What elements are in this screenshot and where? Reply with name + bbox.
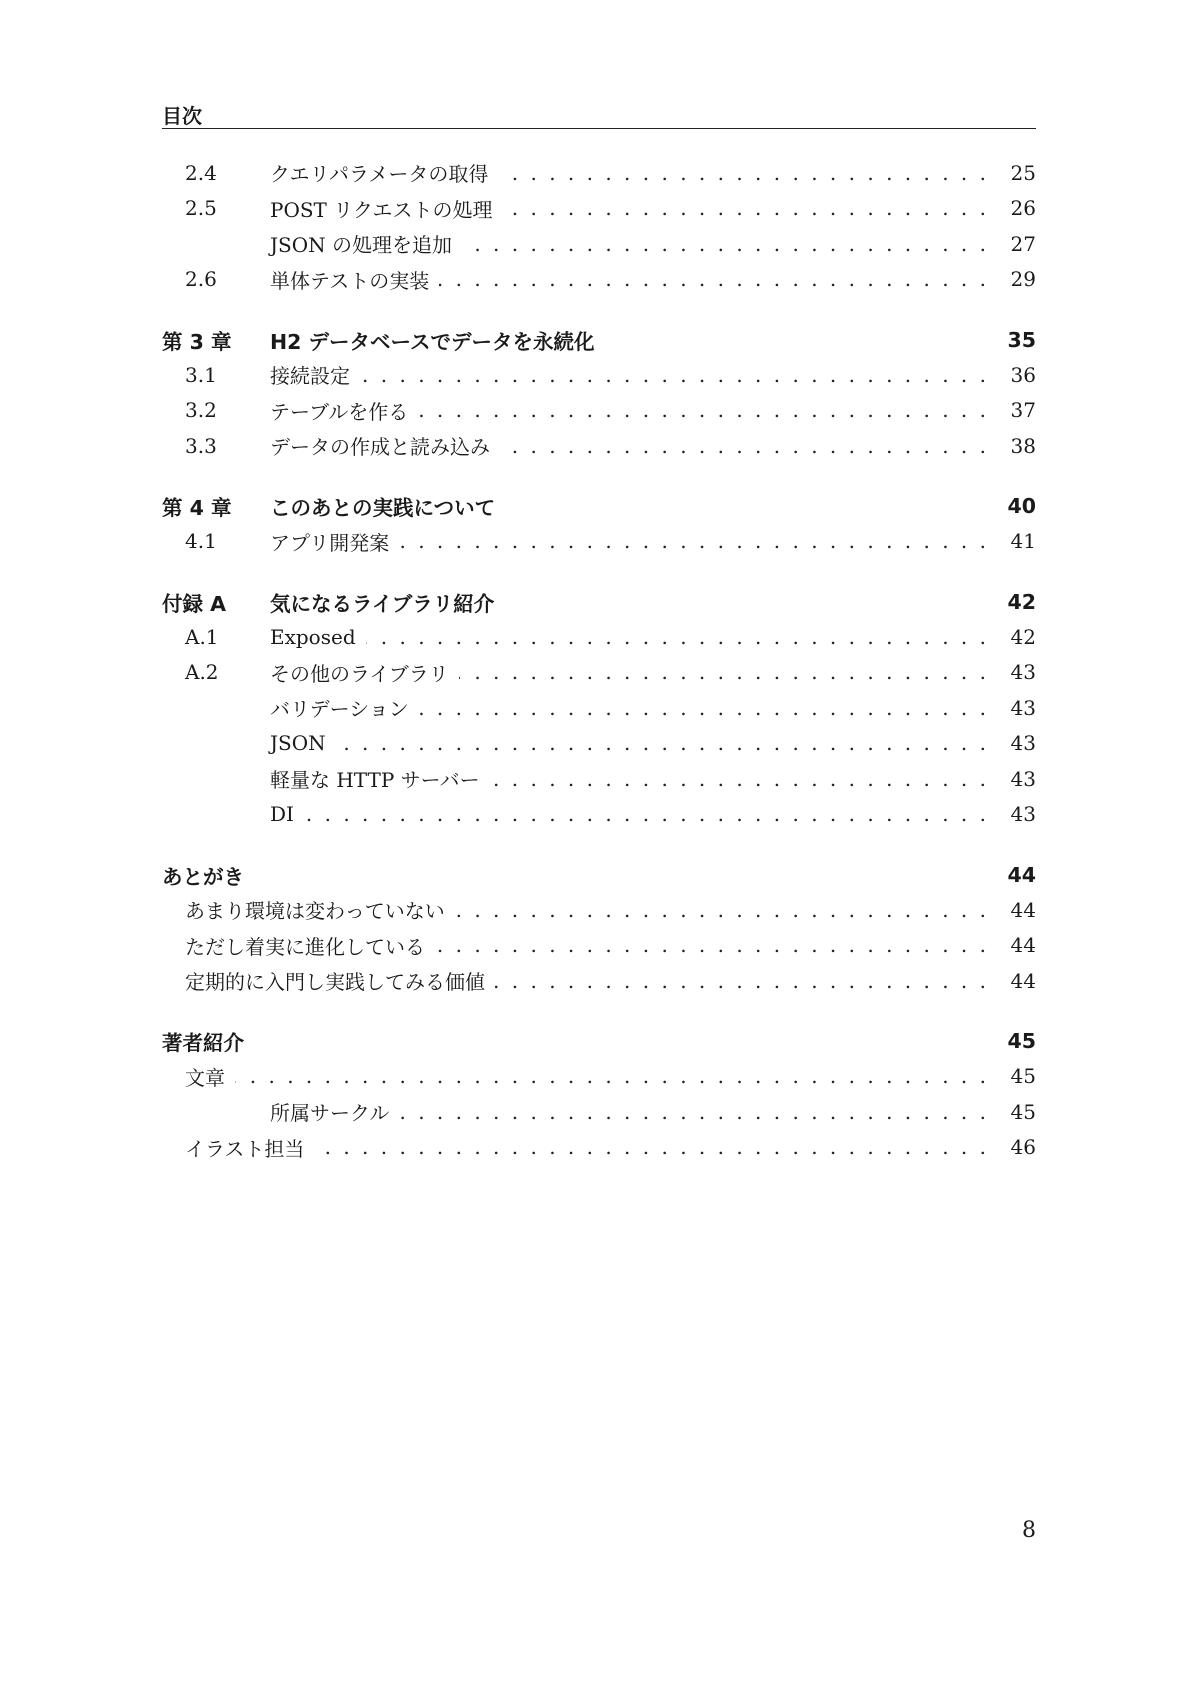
toc-entry-title: バリデーション [270, 697, 409, 722]
toc-page-number: 26 [1010, 196, 1036, 221]
toc-section-entry[interactable] [162, 655, 1036, 691]
toc-entry-number: 3.2 [185, 398, 217, 423]
toc-page-number: 46 [1010, 1135, 1036, 1160]
toc-entry-title: 気になるライブラリ紹介 [270, 591, 495, 616]
dot-leader [366, 625, 986, 649]
toc-section-entry[interactable] [162, 928, 1036, 964]
dot-leader [498, 161, 986, 185]
toc-section-entry[interactable] [162, 428, 1036, 464]
toc-entry-title: アプリ開発案 [270, 530, 390, 555]
toc-page-number: 43 [1010, 802, 1036, 827]
toc-entry-number: 4.1 [185, 529, 217, 554]
toc-section-entry[interactable] [162, 619, 1036, 655]
table-of-contents [162, 155, 1036, 1165]
dot-leader [490, 767, 986, 791]
toc-section-entry[interactable] [162, 892, 1036, 928]
toc-entry-title: 所属サークル [270, 1101, 390, 1126]
toc-page-number: 37 [1010, 398, 1036, 423]
toc-section-entry[interactable] [162, 393, 1036, 429]
dot-leader [462, 232, 986, 256]
dot-leader [399, 1100, 986, 1124]
toc-entry-title: このあとの実践について [270, 496, 496, 520]
toc-entry-number: 2.6 [185, 267, 217, 292]
toc-entry-title: 接続設定 [270, 364, 350, 389]
dot-leader [419, 696, 986, 720]
dot-leader [459, 660, 986, 684]
toc-section-entry[interactable] [162, 726, 1036, 762]
dot-leader [439, 267, 986, 291]
toc-page-number: 43 [1010, 660, 1036, 685]
toc-page-number: 45 [1007, 1029, 1036, 1053]
toc-page-number: 43 [1010, 766, 1036, 791]
toc-page-number: 38 [1010, 433, 1036, 458]
toc-entry-title: あとがき [162, 864, 244, 889]
dot-leader [314, 1135, 986, 1159]
dot-leader [418, 398, 986, 422]
running-head: 目次 [162, 100, 1036, 129]
toc-chapter-entry[interactable] [162, 584, 1036, 619]
dot-leader [495, 969, 986, 993]
toc-page-number: 44 [1010, 897, 1036, 922]
toc-entry-number: 3.3 [185, 433, 217, 458]
toc-section-entry[interactable] [162, 797, 1036, 833]
dot-leader [455, 898, 986, 922]
toc-chapter-entry[interactable] [162, 857, 1036, 892]
toc-page-number: 27 [1010, 231, 1036, 256]
toc-entry-title: 軽量な HTTP サーバー [270, 768, 480, 793]
toc-entry-title: JSON [270, 731, 326, 756]
toc-section-entry[interactable] [162, 191, 1036, 227]
toc-entry-title: イラスト担当 [185, 1136, 305, 1161]
toc-entry-title: あまり環境は変わっていない [185, 899, 445, 924]
toc-page-number: 40 [1007, 494, 1036, 518]
toc-page-number: 45 [1010, 1099, 1036, 1124]
toc-entry-number: 2.5 [185, 196, 217, 221]
toc-section-entry[interactable] [162, 357, 1036, 393]
toc-entry-number: 第 3 章 [162, 329, 232, 354]
toc-chapter-entry[interactable] [162, 489, 1036, 524]
toc-chapter-entry[interactable] [162, 1024, 1036, 1059]
toc-chapter-entry[interactable] [162, 322, 1036, 357]
toc-page-number: 43 [1010, 695, 1036, 720]
dot-leader [502, 196, 986, 220]
toc-entry-title: DI [270, 802, 294, 827]
toc-section-entry[interactable] [162, 690, 1036, 726]
page-number: 8 [1022, 1518, 1036, 1543]
toc-entry-title: クエリパラメータの取得 [270, 162, 489, 187]
toc-page-number: 42 [1010, 624, 1036, 649]
dot-leader [500, 434, 986, 458]
dot-leader [399, 529, 986, 553]
toc-entry-number: 付録 A [162, 591, 227, 616]
toc-entry-title: データの作成と読み込み [270, 435, 490, 460]
toc-page-number: 29 [1010, 267, 1036, 292]
toc-page [162, 0, 1036, 1684]
dot-leader [235, 1064, 986, 1088]
toc-section-entry[interactable] [162, 155, 1036, 191]
toc-section-entry[interactable] [162, 1059, 1036, 1095]
toc-entry-number: 第 4 章 [162, 496, 232, 520]
toc-entry-number: 2.4 [185, 160, 217, 185]
toc-page-number: 44 [1010, 933, 1036, 958]
toc-page-number: 43 [1010, 731, 1036, 756]
toc-section-entry[interactable] [162, 524, 1036, 560]
toc-entry-title: JSON の処理を追加 [270, 233, 452, 258]
toc-entry-title: テーブルを作る [270, 399, 409, 424]
toc-entry-title: 著者紹介 [162, 1031, 244, 1055]
toc-page-number: 25 [1010, 160, 1036, 185]
toc-entry-number: A.1 [185, 624, 219, 649]
toc-page-number: 36 [1010, 362, 1036, 387]
toc-page-number: 44 [1007, 862, 1036, 887]
toc-page-number: 42 [1007, 589, 1036, 614]
toc-section-entry[interactable] [162, 963, 1036, 999]
toc-page-number: 44 [1010, 968, 1036, 993]
toc-entry-title: Exposed [270, 624, 356, 649]
toc-entry-number: A.2 [185, 660, 219, 685]
toc-section-entry[interactable] [162, 262, 1036, 298]
toc-section-entry[interactable] [162, 226, 1036, 262]
dot-leader [435, 933, 986, 957]
toc-entry-title: H2 データベースでデータを永続化 [270, 329, 595, 354]
toc-entry-title: ただし着実に進化している [185, 934, 425, 959]
toc-section-entry[interactable] [162, 1094, 1036, 1130]
toc-section-entry[interactable] [162, 1130, 1036, 1166]
toc-entry-title: その他のライブラリ [270, 661, 449, 686]
dot-leader [304, 802, 986, 826]
toc-page-number: 45 [1010, 1064, 1036, 1089]
toc-entry-title: POST リクエストの処理 [270, 197, 493, 222]
toc-entry-title: 単体テストの実装 [270, 268, 430, 293]
dot-leader [360, 363, 986, 387]
toc-section-entry[interactable] [162, 761, 1036, 797]
toc-entry-title: 定期的に入門し実践してみる価値 [185, 970, 485, 995]
dot-leader [336, 731, 986, 755]
toc-entry-title: 文章 [185, 1065, 225, 1090]
toc-page-number: 41 [1010, 529, 1036, 554]
toc-page-number: 35 [1007, 327, 1036, 352]
toc-entry-number: 3.1 [185, 362, 217, 387]
